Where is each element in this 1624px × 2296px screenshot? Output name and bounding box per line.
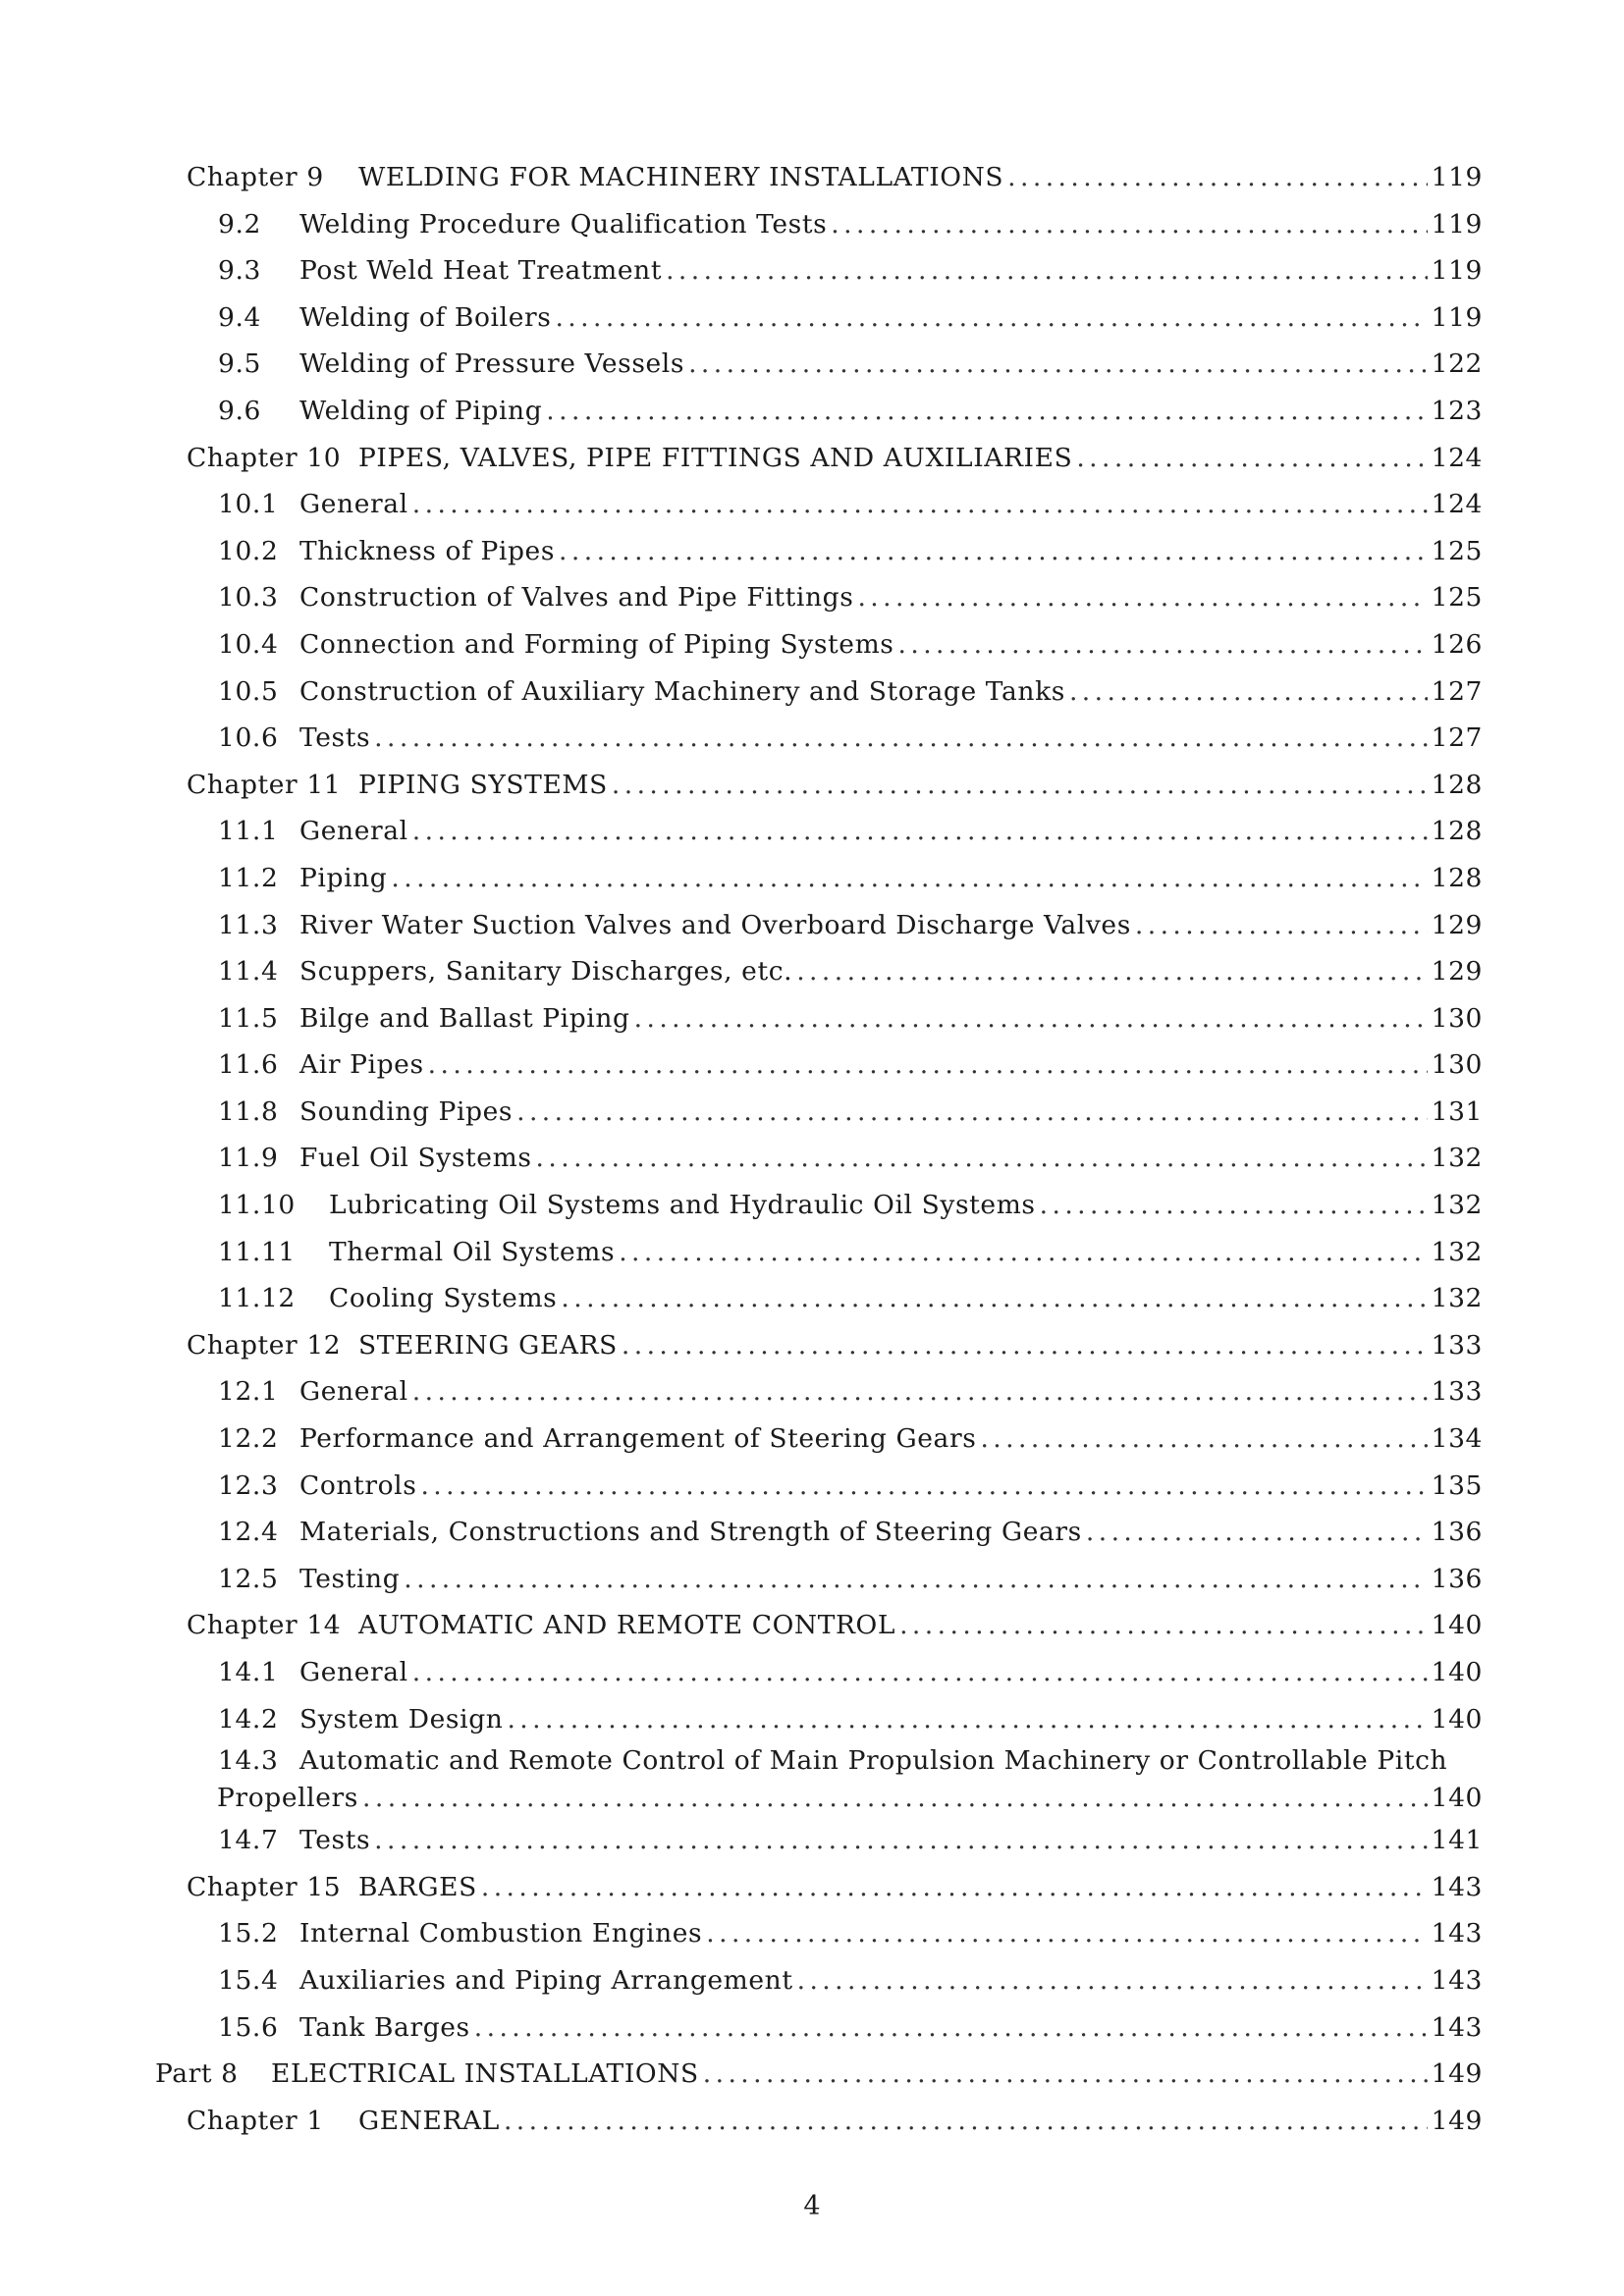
- toc-entry-number: 10.4: [218, 628, 279, 660]
- toc-entry-number: 15.2: [218, 1918, 279, 1949]
- toc-entry-title: Sounding Pipes: [299, 1095, 514, 1127]
- toc-entry-title: Tests: [299, 1825, 371, 1856]
- toc-entry-title: General: [299, 816, 408, 847]
- toc-entry-number: 11.8: [218, 1095, 279, 1127]
- toc-entry[interactable]: [147, 341, 1483, 388]
- toc-entry[interactable]: [147, 2004, 1483, 2052]
- toc-entry[interactable]: [147, 1415, 1483, 1463]
- toc-entry[interactable]: [147, 154, 1483, 201]
- toc-entry-page: 141: [1431, 1825, 1483, 1856]
- dot-leader: [362, 1780, 1428, 1817]
- toc-entry-page: 125: [1431, 582, 1483, 614]
- dot-leader: [555, 294, 1427, 342]
- toc-entry-page: 136: [1431, 1517, 1483, 1548]
- dot-leader: [1040, 1182, 1428, 1229]
- toc-entry[interactable]: [147, 1649, 1483, 1696]
- dot-leader: [561, 1275, 1427, 1322]
- toc-entry-title: Auxiliaries and Piping Arrangement: [299, 1964, 793, 1996]
- toc-entry-page: 143: [1431, 2011, 1483, 2043]
- dot-leader: [898, 621, 1428, 668]
- toc-entry-page: 129: [1431, 956, 1483, 988]
- toc-entry-page: 119: [1431, 255, 1483, 287]
- toc-entry-title: Lubricating Oil Systems and Hydraulic Oil Systems: [329, 1190, 1036, 1221]
- toc-entry-number: 12.4: [218, 1517, 279, 1548]
- toc-entry[interactable]: [147, 668, 1483, 716]
- toc-entry[interactable]: [147, 1135, 1483, 1182]
- toc-entry-page: 127: [1431, 675, 1483, 707]
- toc-entry-number: 11.6: [218, 1049, 279, 1081]
- toc-entry[interactable]: [147, 1322, 1483, 1369]
- toc-entry-page: 132: [1431, 1190, 1483, 1221]
- dot-leader: [899, 1602, 1428, 1649]
- toc-entry-number: 12.3: [218, 1469, 279, 1501]
- toc-entry-title: WELDING FOR MACHINERY INSTALLATIONS: [358, 162, 1004, 192]
- toc-entry-title: Welding of Pressure Vessels: [299, 348, 685, 380]
- toc-entry-number: 15.4: [218, 1964, 279, 1996]
- dot-leader: [504, 2098, 1428, 2145]
- toc-entry-number: 10.3: [218, 582, 279, 614]
- toc-entry-title: PIPES, VALVES, PIPE FITTINGS AND AUXILIARIES: [358, 442, 1073, 473]
- toc-entry-title: Testing: [299, 1563, 401, 1594]
- toc-entry-number: Chapter 9: [187, 162, 324, 192]
- toc-entry-number: 11.12: [218, 1283, 296, 1314]
- toc-entry[interactable]: [147, 621, 1483, 668]
- toc-entry-page: 129: [1431, 909, 1483, 940]
- dot-leader: [412, 1649, 1428, 1696]
- toc-entry-title: System Design: [299, 1703, 504, 1735]
- toc-entry[interactable]: [147, 2098, 1483, 2145]
- toc-entry-page: 119: [1431, 162, 1483, 192]
- toc-entry[interactable]: [147, 294, 1483, 342]
- toc-entry[interactable]: [147, 1089, 1483, 1136]
- toc-entry-title: Tests: [299, 722, 371, 754]
- dot-leader: [546, 388, 1427, 435]
- dot-leader: [559, 528, 1428, 575]
- dot-leader: [622, 1322, 1428, 1369]
- toc-entry-title: ELECTRICAL INSTALLATIONS: [271, 2058, 699, 2090]
- dot-leader: [1135, 902, 1428, 949]
- toc-entry-page: 143: [1431, 1964, 1483, 1996]
- toc-entry-number: 11.1: [218, 816, 279, 847]
- dot-leader: [507, 1696, 1427, 1743]
- toc-entry-number: 11.10: [218, 1190, 296, 1221]
- dot-leader: [857, 574, 1427, 621]
- toc-entry-title: BARGES: [358, 1871, 477, 1902]
- toc-entry-number: 14.3: [218, 1745, 279, 1777]
- toc-entry-number: Chapter 1: [187, 2105, 324, 2136]
- toc-entry-number: 10.6: [218, 722, 279, 754]
- toc-entry-title: Scuppers, Sanitary Discharges, etc.: [299, 956, 793, 988]
- dot-leader: [412, 481, 1428, 528]
- toc-entry-number: Part 8: [155, 2058, 239, 2090]
- toc-entry-number: 14.1: [218, 1657, 279, 1687]
- toc-entry-title: Welding Procedure Qualification Tests: [299, 208, 828, 240]
- toc-entry-number: 14.2: [218, 1703, 279, 1735]
- toc-entry-number: 11.4: [218, 956, 279, 988]
- page-number: 4: [803, 2191, 821, 2221]
- dot-leader: [831, 201, 1427, 248]
- toc-entry-title: Thickness of Pipes: [299, 535, 556, 566]
- toc-entry-title: GENERAL: [358, 2105, 500, 2136]
- toc-entry-page: 140: [1431, 1657, 1483, 1687]
- toc-entry-number: 9.2: [218, 208, 261, 240]
- toc-entry-title: Construction of Auxiliary Machinery and Storage Tanks: [299, 675, 1065, 707]
- toc-entry-number: 12.1: [218, 1376, 279, 1408]
- toc-entry[interactable]: [147, 1275, 1483, 1322]
- dot-leader: [688, 341, 1428, 388]
- dot-leader: [374, 715, 1427, 762]
- toc-entry-page: 133: [1431, 1329, 1483, 1361]
- toc-entry-title: Internal Combustion Engines: [299, 1918, 703, 1949]
- toc-entry-number: Chapter 11: [187, 769, 342, 800]
- toc-entry-number: 11.5: [218, 1002, 279, 1034]
- toc-entry-page: 131: [1431, 1095, 1483, 1127]
- toc-entry-title: Automatic and Remote Control of Main Propulsion Machinery or Controllable Pitch: [299, 1745, 1448, 1777]
- toc-entry-page: 135: [1431, 1469, 1483, 1501]
- dot-leader: [374, 1817, 1427, 1864]
- toc-entry-number: Chapter 10: [187, 442, 342, 473]
- dot-leader: [474, 2004, 1428, 2052]
- toc-entry[interactable]: [147, 1864, 1483, 1911]
- toc-entry-title: Welding of Piping: [299, 395, 543, 426]
- toc-entry-page: 136: [1431, 1563, 1483, 1594]
- toc-entry-page: 128: [1431, 769, 1483, 800]
- toc-entry[interactable]: [147, 808, 1483, 855]
- toc-entry[interactable]: [147, 528, 1483, 575]
- toc-entry-title: Thermal Oil Systems: [329, 1236, 616, 1267]
- toc-entry[interactable]: [147, 1957, 1483, 2004]
- toc-entry-page: 140: [1431, 1783, 1483, 1814]
- toc-entry-page: 119: [1431, 208, 1483, 240]
- toc-entry-page: 124: [1431, 489, 1483, 520]
- toc-entry-number: 11.2: [218, 862, 279, 893]
- toc-entry-number: 10.2: [218, 535, 279, 566]
- dot-leader: [412, 808, 1428, 855]
- dot-leader: [1069, 668, 1428, 716]
- toc-entry-page: 130: [1431, 1002, 1483, 1034]
- toc-entry[interactable]: [147, 1556, 1483, 1603]
- toc-entry[interactable]: [147, 762, 1483, 809]
- toc-entry-page: 128: [1431, 862, 1483, 893]
- toc-entry-number: 12.2: [218, 1423, 279, 1455]
- toc-entry-title: Post Weld Heat Treatment: [299, 255, 663, 287]
- toc-entry-number: 11.3: [218, 909, 279, 940]
- toc-entry-title: Tank Barges: [299, 2011, 470, 2043]
- table-of-contents: [147, 154, 1483, 2144]
- toc-entry-number: 14.7: [218, 1825, 279, 1856]
- toc-entry[interactable]: [147, 435, 1483, 482]
- toc-entry[interactable]: [147, 247, 1483, 294]
- toc-entry-page: 134: [1431, 1423, 1483, 1455]
- toc-entry-page: 149: [1431, 2058, 1483, 2090]
- toc-entry[interactable]: [147, 388, 1483, 435]
- dot-leader: [1007, 154, 1427, 201]
- toc-entry-title-continued: Propellers: [217, 1783, 358, 1814]
- toc-entry-page: 122: [1431, 348, 1483, 380]
- toc-entry-page: 128: [1431, 816, 1483, 847]
- toc-entry[interactable]: [147, 1368, 1483, 1415]
- toc-entry-title: Air Pipes: [299, 1049, 424, 1081]
- toc-entry-title: General: [299, 1376, 408, 1408]
- toc-entry-page: 132: [1431, 1143, 1483, 1174]
- toc-entry-page: 140: [1431, 1610, 1483, 1641]
- dot-leader: [420, 1463, 1427, 1510]
- dot-leader: [1086, 1509, 1428, 1556]
- toc-entry-number: 15.6: [218, 2011, 279, 2043]
- toc-entry-title: Materials, Constructions and Strength of Steering Gears: [299, 1517, 1082, 1548]
- toc-entry-page: 132: [1431, 1236, 1483, 1267]
- toc-entry-title: Controls: [299, 1469, 417, 1501]
- toc-entry[interactable]: [147, 1463, 1483, 1510]
- dot-leader: [706, 1910, 1427, 1957]
- toc-entry-title: General: [299, 1657, 408, 1687]
- toc-entry-number: 10.5: [218, 675, 279, 707]
- toc-entry-page: 130: [1431, 1049, 1483, 1081]
- toc-entry-title: Cooling Systems: [329, 1283, 558, 1314]
- dot-leader: [703, 2051, 1428, 2098]
- toc-entry-title: Performance and Arrangement of Steering Gears: [299, 1423, 977, 1455]
- dot-leader: [428, 1041, 1428, 1089]
- toc-entry-title: Piping: [299, 862, 388, 893]
- toc-entry-page: 143: [1431, 1918, 1483, 1949]
- dot-leader: [481, 1864, 1428, 1911]
- toc-entry[interactable]: [147, 1696, 1483, 1743]
- toc-entry-title: River Water Suction Valves and Overboard Discharge Valves: [299, 909, 1131, 940]
- toc-entry-title: PIPING SYSTEMS: [358, 769, 608, 800]
- toc-entry[interactable]: [147, 715, 1483, 762]
- toc-entry-number: 9.3: [218, 255, 261, 287]
- toc-entry-page: 126: [1431, 628, 1483, 660]
- toc-entry[interactable]: [147, 1742, 1483, 1817]
- toc-entry-page: 133: [1431, 1376, 1483, 1408]
- dot-leader: [619, 1229, 1427, 1276]
- toc-entry[interactable]: [147, 1182, 1483, 1229]
- dot-leader: [612, 762, 1428, 809]
- toc-entry-page: 149: [1431, 2105, 1483, 2136]
- dot-leader: [797, 1957, 1428, 2004]
- dot-leader: [634, 995, 1428, 1042]
- toc-entry[interactable]: [147, 995, 1483, 1042]
- dot-leader: [980, 1415, 1427, 1463]
- toc-entry-number: 10.1: [218, 489, 279, 520]
- dot-leader: [536, 1135, 1428, 1182]
- toc-entry[interactable]: [147, 1910, 1483, 1957]
- toc-entry-number: 12.5: [218, 1563, 279, 1594]
- toc-entry-number: 11.9: [218, 1143, 279, 1174]
- toc-entry-title: Fuel Oil Systems: [299, 1143, 532, 1174]
- toc-entry-number: 9.4: [218, 301, 261, 333]
- dot-leader: [1076, 435, 1427, 482]
- toc-entry-number: Chapter 12: [187, 1329, 342, 1361]
- toc-entry[interactable]: [147, 1041, 1483, 1089]
- toc-entry[interactable]: [147, 1602, 1483, 1649]
- toc-entry-number: 9.6: [218, 395, 261, 426]
- toc-entry-title: STEERING GEARS: [358, 1329, 618, 1361]
- toc-entry-page: 132: [1431, 1283, 1483, 1314]
- toc-entry-page: 127: [1431, 722, 1483, 754]
- toc-entry-number: 9.5: [218, 348, 261, 380]
- toc-entry[interactable]: [147, 2051, 1483, 2098]
- toc-entry-title: AUTOMATIC AND REMOTE CONTROL: [358, 1610, 896, 1641]
- dot-leader: [391, 855, 1427, 902]
- toc-entry-title: General: [299, 489, 408, 520]
- toc-entry[interactable]: [147, 574, 1483, 621]
- toc-entry-page: 123: [1431, 395, 1483, 426]
- toc-entry-page: 143: [1431, 1871, 1483, 1902]
- toc-entry-page: 125: [1431, 535, 1483, 566]
- toc-entry-title: Construction of Valves and Pipe Fittings: [299, 582, 854, 614]
- dot-leader: [412, 1368, 1428, 1415]
- toc-entry[interactable]: [147, 1509, 1483, 1556]
- toc-entry-page: 124: [1431, 442, 1483, 473]
- toc-entry-page: 140: [1431, 1703, 1483, 1735]
- toc-entry[interactable]: [147, 481, 1483, 528]
- toc-entry[interactable]: [147, 902, 1483, 949]
- toc-entry-page: 119: [1431, 301, 1483, 333]
- toc-entry[interactable]: [147, 201, 1483, 248]
- toc-entry[interactable]: [147, 1817, 1483, 1864]
- toc-entry-number: Chapter 14: [187, 1610, 342, 1641]
- dot-leader: [516, 1089, 1428, 1136]
- toc-entry-number: 11.11: [218, 1236, 296, 1267]
- dot-leader: [666, 247, 1428, 294]
- dot-leader: [796, 948, 1427, 995]
- toc-entry-title: Welding of Boilers: [299, 301, 552, 333]
- dot-leader: [404, 1556, 1427, 1603]
- toc-entry[interactable]: [147, 1229, 1483, 1276]
- toc-entry-title: Bilge and Ballast Piping: [299, 1002, 630, 1034]
- toc-entry[interactable]: [147, 855, 1483, 902]
- toc-entry[interactable]: [147, 948, 1483, 995]
- toc-entry-title: Connection and Forming of Piping Systems: [299, 628, 894, 660]
- toc-entry-number: Chapter 15: [187, 1871, 342, 1902]
